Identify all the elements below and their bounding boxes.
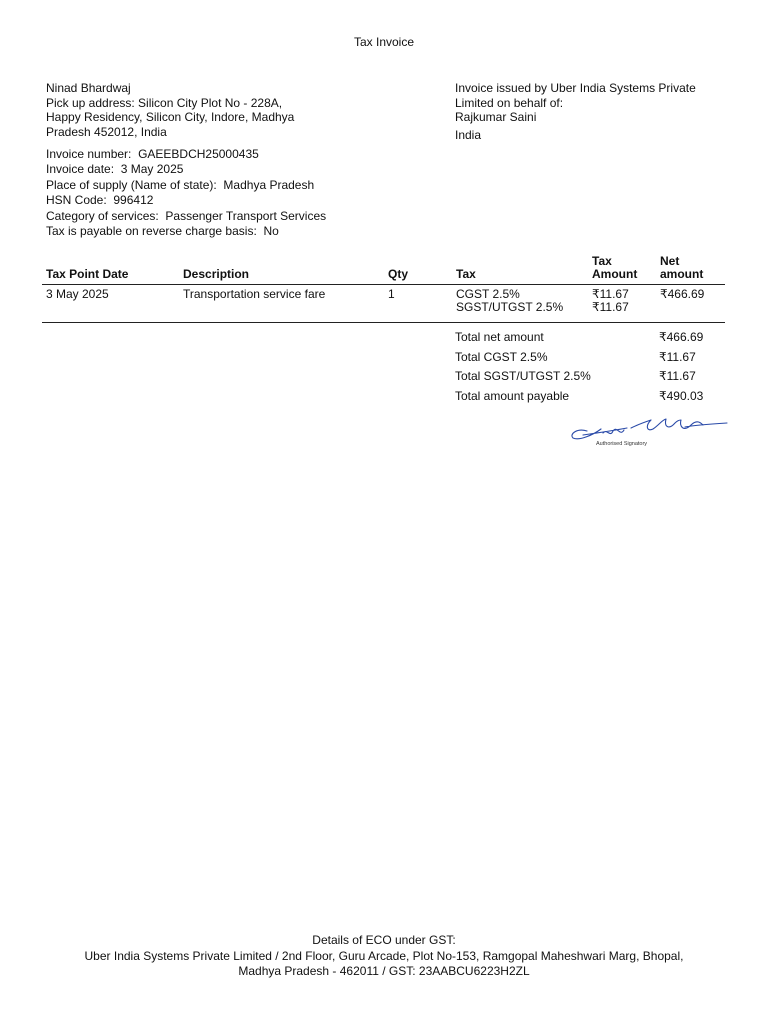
issuer-block [455,81,735,142]
total-label: Total CGST 2.5% [455,349,548,364]
page-title: Tax Invoice [353,35,415,49]
cell-net-amount: ₹466.69 [656,285,725,323]
meta-invoice-number [46,147,326,162]
meta-invoice-date [46,162,326,177]
header-text: amount [660,267,704,281]
issuer-line: Limited on behalf of: [455,95,564,110]
header-text: Net [660,254,680,268]
tax-line: SGST/UTGST 2.5% [456,300,564,314]
meta-label: Tax is payable on reverse charge basis: [46,224,257,239]
total-value: ₹11.67 [659,369,696,384]
header-tax-amount [588,253,656,285]
issuer-line: Invoice issued by Uber India Systems Private [455,81,696,95]
meta-reverse-charge [46,224,326,239]
meta-hsn-code [46,193,326,208]
cell-date: 3 May 2025 [42,285,179,323]
table-header-row [42,253,725,285]
driver-name: Rajkumar Saini [455,110,537,124]
footer-heading: Details of ECO under GST: [312,933,456,947]
total-label: Total SGST/UTGST 2.5% [455,369,591,384]
footer-line: Madhya Pradesh - 462011 / GST: 23AABCU6223H2ZL [238,964,530,978]
meta-category [46,209,326,224]
header-tax: Tax [452,253,588,285]
tax-amount-line: ₹11.67 [592,287,629,301]
total-row [455,350,725,370]
meta-label: Invoice number: [46,147,132,161]
pickup-address-line: Pick up address: Silicon City Plot No - 228A, [46,95,283,110]
total-value: ₹490.03 [659,388,704,403]
meta-label: Invoice date: [46,162,115,177]
meta-label: HSN Code: [46,193,107,208]
totals-block [455,330,725,408]
issuer-country: India [455,127,482,142]
meta-value: Passenger Transport Services [165,208,327,223]
cell-qty: 1 [384,285,452,323]
meta-label: Category of services: [46,208,159,223]
meta-value: 3 May 2025 [120,162,184,177]
header-text: Tax [592,254,612,268]
meta-value: Madhya Pradesh [223,177,315,192]
customer-block [46,81,336,139]
footer [0,933,768,980]
total-row [455,330,725,350]
total-label: Total amount payable [455,388,570,403]
meta-value: GAEEBDCH25000435 [138,147,259,161]
signature-stroke [572,419,727,439]
total-value: ₹466.69 [659,330,704,344]
cell-tax [452,285,588,323]
meta-place-of-supply [46,178,326,193]
cell-description: Transportation service fare [179,285,384,323]
header-qty: Qty [384,253,452,285]
header-description: Description [179,253,384,285]
pickup-address-line: Pradesh 452012, India [46,124,167,139]
invoice-meta [46,147,326,239]
header-tax-point-date: Tax Point Date [42,253,179,285]
signature-caption: Authorised Signatory [596,441,648,447]
pickup-address-line: Happy Residency, Silicon City, Indore, Madhya [46,110,295,124]
meta-value: 996412 [113,193,154,208]
customer-name: Ninad Bhardwaj [46,81,131,95]
meta-value: No [263,224,279,239]
signature-image [567,415,729,455]
total-label: Total net amount [455,330,544,344]
total-row [455,389,725,409]
table-row [42,285,725,323]
header-net-amount [656,253,725,285]
tax-amount-line: ₹11.67 [592,300,629,314]
tax-line: CGST 2.5% [456,287,520,301]
total-value: ₹11.67 [659,349,696,364]
header-text: Amount [592,267,638,281]
cell-tax-amount [588,285,656,323]
footer-line: Uber India Systems Private Limited / 2nd Floor, Guru Arcade, Plot No-153, Ramgopal Maheshwari Marg, Bhopal, [84,948,684,963]
total-row [455,369,725,389]
invoice-items-table [42,253,725,323]
meta-label: Place of supply (Name of state): [46,177,217,192]
